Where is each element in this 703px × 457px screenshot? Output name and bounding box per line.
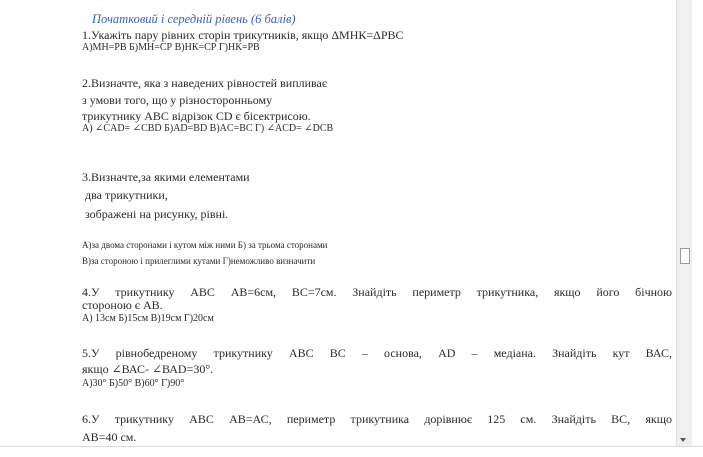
question-2-options: А) ∠CAD= ∠CBD Б)AD=BD B)AC=BC Г) ∠ACD= ∠DCB [82, 123, 334, 134]
bottom-edge [0, 446, 703, 457]
question-4-options: А) 13см Б)15см В)19см Г)20см [82, 313, 214, 324]
question-3-options-line-1: А)за двома сторонами і кутом між ними Б) за трьома сторонами [82, 240, 328, 250]
question-6-text-line-2: АВ=40 см. [82, 430, 137, 444]
question-1-text: 1.Укажіть пару рівних сторін трикутників, якщо ΔМНК=ΔРВС [82, 28, 404, 42]
question-3-text-line-1: 3.Визначте,за якими елементами [82, 170, 250, 184]
vertical-scrollbar[interactable] [676, 0, 692, 446]
question-2-text-line-3: трикутнику АВС відрізок СD є бісектрисою. [82, 109, 311, 123]
question-1-options: А)МН=РВ Б)МН=СР В)НК=СР Г)НК=РВ [82, 42, 260, 53]
scroll-down-arrow-icon[interactable] [680, 438, 686, 442]
question-5-text-line-1: 5.У рівнобедреному трикутнику АВС ВС – основа, АD – медіана. Знайдіть кут ВАС, [82, 346, 672, 360]
question-5-options: А)30° Б)50° В)60° Г)90° [82, 378, 185, 389]
question-2-text-line-2: з умови того, що у різносторонньому [82, 93, 273, 107]
question-4-text-line-1: 4.У трикутнику АВС АВ=6см, ВС=7см. Знайдіть периметр трикутника, якщо його бічною [82, 285, 672, 299]
question-3-text-line-2: два трикутники, [85, 188, 168, 202]
scrollbar-thumb[interactable] [680, 248, 690, 264]
question-6-text-line-1: 6.У трикутнику АВС АВ=АС, периметр трикутника дорівнює 125 см. Знайдіть ВС, якщо [82, 412, 672, 426]
question-4-text-line-2: стороною є АВ. [82, 298, 163, 312]
question-5-text-line-2: якщо ∠ВАС- ∠ВАD=30°. [82, 362, 214, 376]
section-heading: Початковий і середній рівень (6 балів) [92, 12, 296, 26]
question-3-text-line-3: зображені на рисунку, рівні. [85, 207, 229, 221]
question-3-options-line-2: В)за стороною і прилеглими кутами Г)неможливо визначити [82, 256, 316, 266]
question-2-text-line-1: 2.Визначте, яка з наведених рівностей випливає [82, 76, 328, 90]
